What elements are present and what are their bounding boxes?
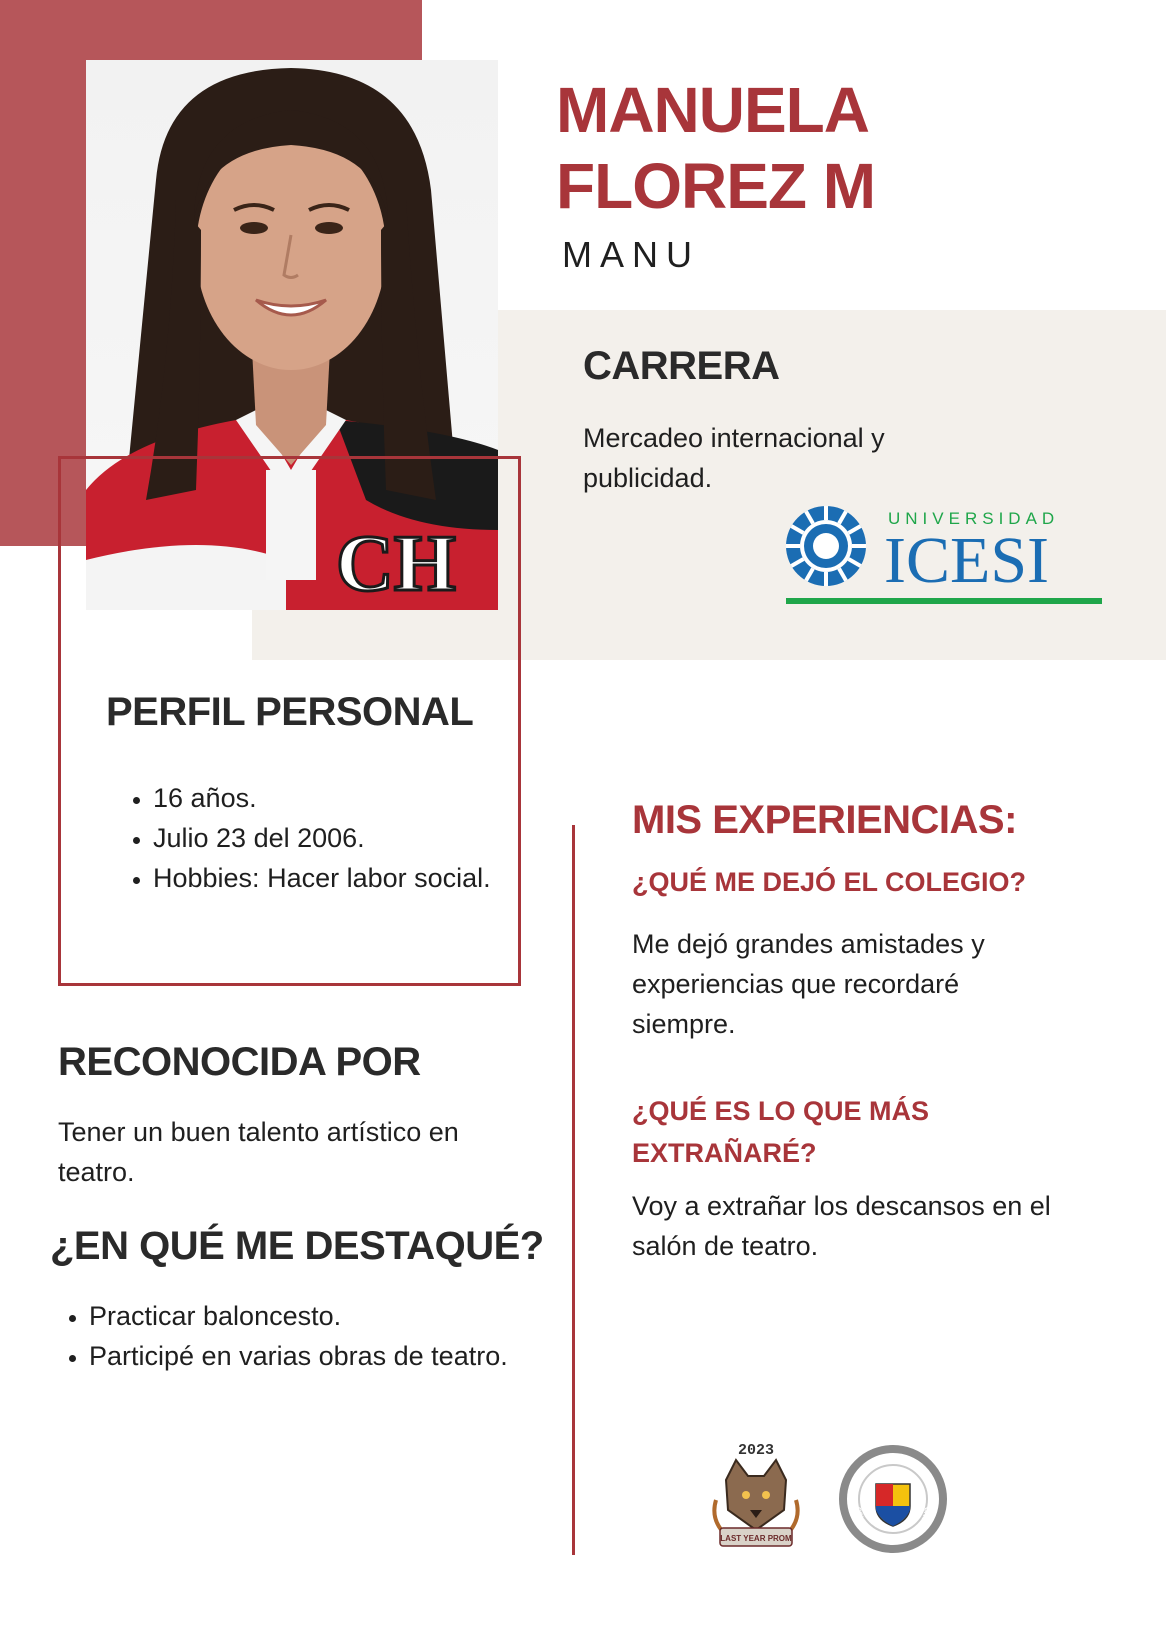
nickname: MANU bbox=[562, 234, 700, 275]
name-line-2: FLOREZ M bbox=[556, 150, 876, 222]
experiencias-title: MIS EXPERIENCIAS: bbox=[632, 798, 1017, 842]
wolf-emblem-icon bbox=[706, 1440, 806, 1550]
carrera-text: Mercadeo internacional y publicidad. bbox=[583, 423, 885, 493]
name-line-1: MANUELA bbox=[556, 74, 869, 146]
svg-text:COLEGIO HISPANOAMERICANO: COLEGIO HISPANOAMERICANO bbox=[854, 1506, 932, 1544]
list-item: • 16 años. bbox=[153, 778, 493, 818]
carrera-title: CARRERA bbox=[583, 344, 780, 388]
icesi-logo bbox=[784, 502, 1104, 608]
perfil-list bbox=[119, 778, 493, 898]
perfil-title: PERFIL PERSONAL bbox=[106, 690, 474, 734]
svg-text:2023: 2023 bbox=[737, 1442, 775, 1459]
list-item: • Julio 23 del 2006. bbox=[153, 818, 493, 858]
question-1: ¿QUÉ ME DEJÓ EL COLEGIO? bbox=[632, 867, 1027, 897]
svg-text:CH: CH bbox=[336, 520, 456, 608]
destaque-title: ¿EN QUÉ ME DESTAQUÉ? bbox=[50, 1224, 544, 1268]
list-item: • Hobbies: Hacer labor social. bbox=[153, 858, 493, 898]
icesi-caption: UNIVERSIDAD bbox=[888, 509, 1060, 528]
list-item: • Participé en varias obras de teatro. bbox=[89, 1336, 529, 1376]
column-divider bbox=[572, 825, 575, 1555]
colegio-hispanoamericano-logo bbox=[838, 1444, 948, 1554]
list-item: • Practicar baloncesto. bbox=[89, 1296, 529, 1336]
answer-1: Me dejó grandes amistades y experiencias que recordaré siempre. bbox=[632, 929, 985, 1039]
destaque-list bbox=[55, 1296, 529, 1376]
answer-2: Voy a extrañar los descansos en el salón de teatro. bbox=[632, 1191, 1051, 1261]
icesi-name: ICESI bbox=[884, 524, 1049, 597]
reconocida-title: RECONOCIDA POR bbox=[58, 1040, 421, 1084]
svg-text:LAST YEAR PROM: LAST YEAR PROM bbox=[720, 1534, 792, 1543]
prom-2023-logo bbox=[706, 1440, 806, 1550]
reconocida-text: Tener un buen talento artístico en teatro. bbox=[58, 1117, 459, 1187]
question-2: ¿QUÉ ES LO QUE MÁS EXTRAÑARÉ? bbox=[632, 1096, 930, 1168]
colegio-crest-icon bbox=[838, 1444, 948, 1554]
person-name bbox=[556, 72, 875, 224]
icesi-emblem-icon bbox=[784, 502, 1104, 608]
